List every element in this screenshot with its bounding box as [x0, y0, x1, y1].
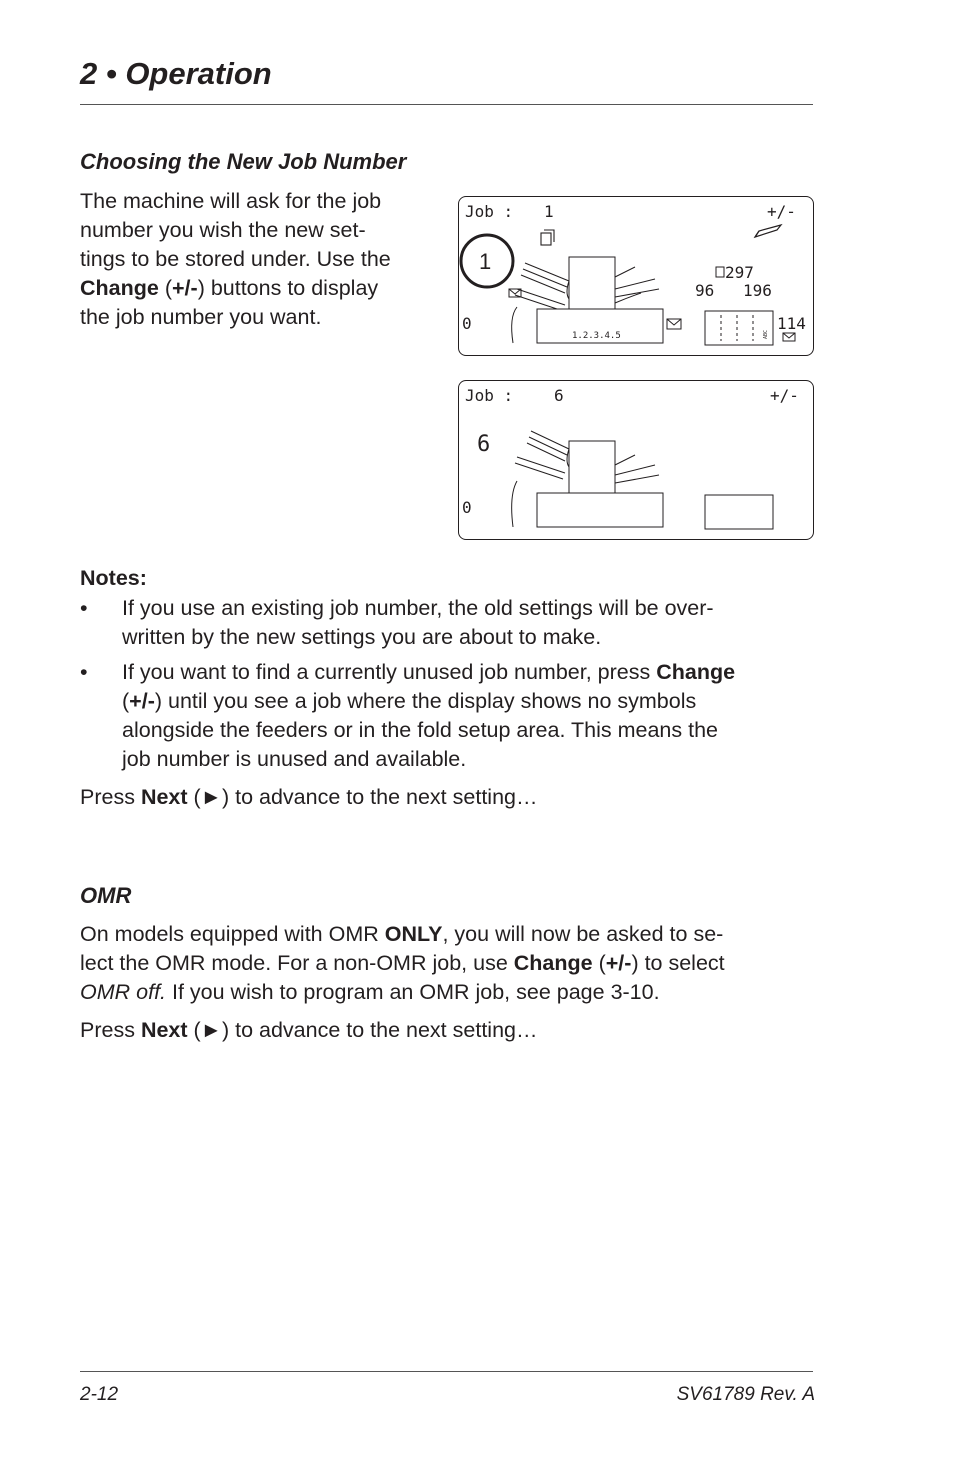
note-text-span: ) until you see a job where the display shows no symbols	[154, 689, 697, 713]
press-text: Press	[80, 785, 141, 809]
lcd-display-job-1	[458, 196, 814, 356]
bullet: •	[80, 596, 88, 620]
omr-line	[80, 949, 820, 978]
omr-text: ) to select	[631, 951, 725, 975]
note-item	[80, 594, 820, 652]
notes-heading-text: Notes:	[80, 566, 147, 590]
zero-counter: 0	[462, 314, 472, 333]
fold-setup-box	[705, 495, 773, 529]
plusminus-label: +/-	[171, 276, 198, 300]
omr-off-label: OMR off.	[80, 980, 167, 1004]
sheet-count-icon	[716, 267, 724, 277]
plusminus-label: +/-	[129, 689, 155, 713]
footer-rule	[80, 1371, 813, 1372]
press-next-line	[80, 1016, 820, 1045]
intro-line	[80, 274, 440, 303]
change-label: Change	[513, 951, 593, 975]
envelope-icon	[509, 289, 521, 297]
paren: (	[592, 951, 606, 975]
omr-line	[80, 978, 820, 1007]
plusminus-label: +/-	[605, 951, 632, 975]
section-title-omr: OMR	[80, 883, 132, 908]
next-label: Next	[140, 785, 188, 809]
note-line: If you use an existing job number, the old settings will be over-	[122, 596, 714, 620]
count-left: 96	[695, 281, 715, 300]
document-icon	[541, 230, 554, 245]
lcd-display-job-6	[458, 380, 814, 540]
job-label: Job :	[465, 202, 514, 221]
document-revision: SV61789 Rev. A	[676, 1384, 815, 1405]
plusminus-indicator: +/-	[767, 202, 796, 221]
callout-number: 1	[479, 249, 492, 274]
paren: (	[122, 689, 130, 713]
note-line: alongside the feeders or in the fold setup area. This means the	[122, 718, 719, 742]
omr-text: On models equipped with OMR	[80, 922, 385, 946]
folder-icon	[755, 225, 781, 237]
paren: (	[158, 276, 172, 300]
vertical-label: ABC	[763, 329, 769, 339]
note-text	[122, 658, 820, 774]
header-rule	[80, 104, 813, 105]
change-label: Change	[656, 660, 736, 684]
omr-line	[80, 920, 820, 949]
count-right: 196	[743, 281, 772, 300]
omr-text: lect the OMR mode. For a non-OMR job, use	[80, 951, 514, 975]
press-next-line	[80, 783, 820, 812]
press-text: (►) to advance to the next setting…	[187, 1018, 538, 1042]
note-line: written by the new settings you are about to make.	[122, 625, 602, 649]
note-text-span: If you want to find a currently unused job number, press	[122, 660, 657, 684]
intro-line: tings to be stored under. Use the	[80, 247, 391, 271]
job-label: Job :	[465, 386, 514, 405]
change-label: Change	[80, 276, 159, 300]
press-text: Press	[80, 1018, 141, 1042]
note-text	[122, 594, 820, 652]
note-line	[122, 687, 820, 716]
job-value: 6	[554, 386, 564, 405]
envelope-icon	[667, 319, 681, 329]
note-line: job number is unused and available.	[122, 747, 467, 771]
intro-line: the job number you want.	[80, 305, 322, 329]
note-line	[122, 658, 820, 687]
bullet: •	[80, 660, 88, 684]
count-envelope: 114	[777, 314, 806, 333]
feeder-graphic	[512, 431, 663, 527]
only-label: ONLY	[384, 922, 443, 946]
intro-paragraph	[80, 187, 440, 332]
job-number-large: 6	[477, 432, 491, 457]
press-text: (►) to advance to the next setting…	[187, 785, 538, 809]
plusminus-indicator: +/-	[770, 386, 799, 405]
intro-line: number you wish the new set-	[80, 218, 366, 242]
notes-heading	[80, 564, 820, 593]
intro-text: ) buttons to display	[197, 276, 379, 300]
intro-line: The machine will ask for the job	[80, 189, 382, 213]
section-title-job-number: Choosing the New Job Number	[80, 149, 407, 174]
next-label: Next	[140, 1018, 188, 1042]
chapter-title: 2 • Operation	[80, 56, 272, 91]
note-item	[80, 658, 820, 774]
sequence-label: 1.2.3.4.5	[572, 331, 621, 341]
zero-counter: 0	[462, 498, 472, 517]
notes-block	[80, 564, 820, 812]
omr-paragraph	[80, 920, 820, 1045]
page-number: 2-12	[80, 1384, 119, 1405]
omr-text: If you wish to program an OMR job, see page 3-10.	[166, 980, 660, 1004]
omr-text: , you will now be asked to se-	[442, 922, 724, 946]
count-top: 297	[725, 263, 754, 282]
job-value: 1	[544, 202, 554, 221]
envelope-icon	[783, 333, 795, 341]
